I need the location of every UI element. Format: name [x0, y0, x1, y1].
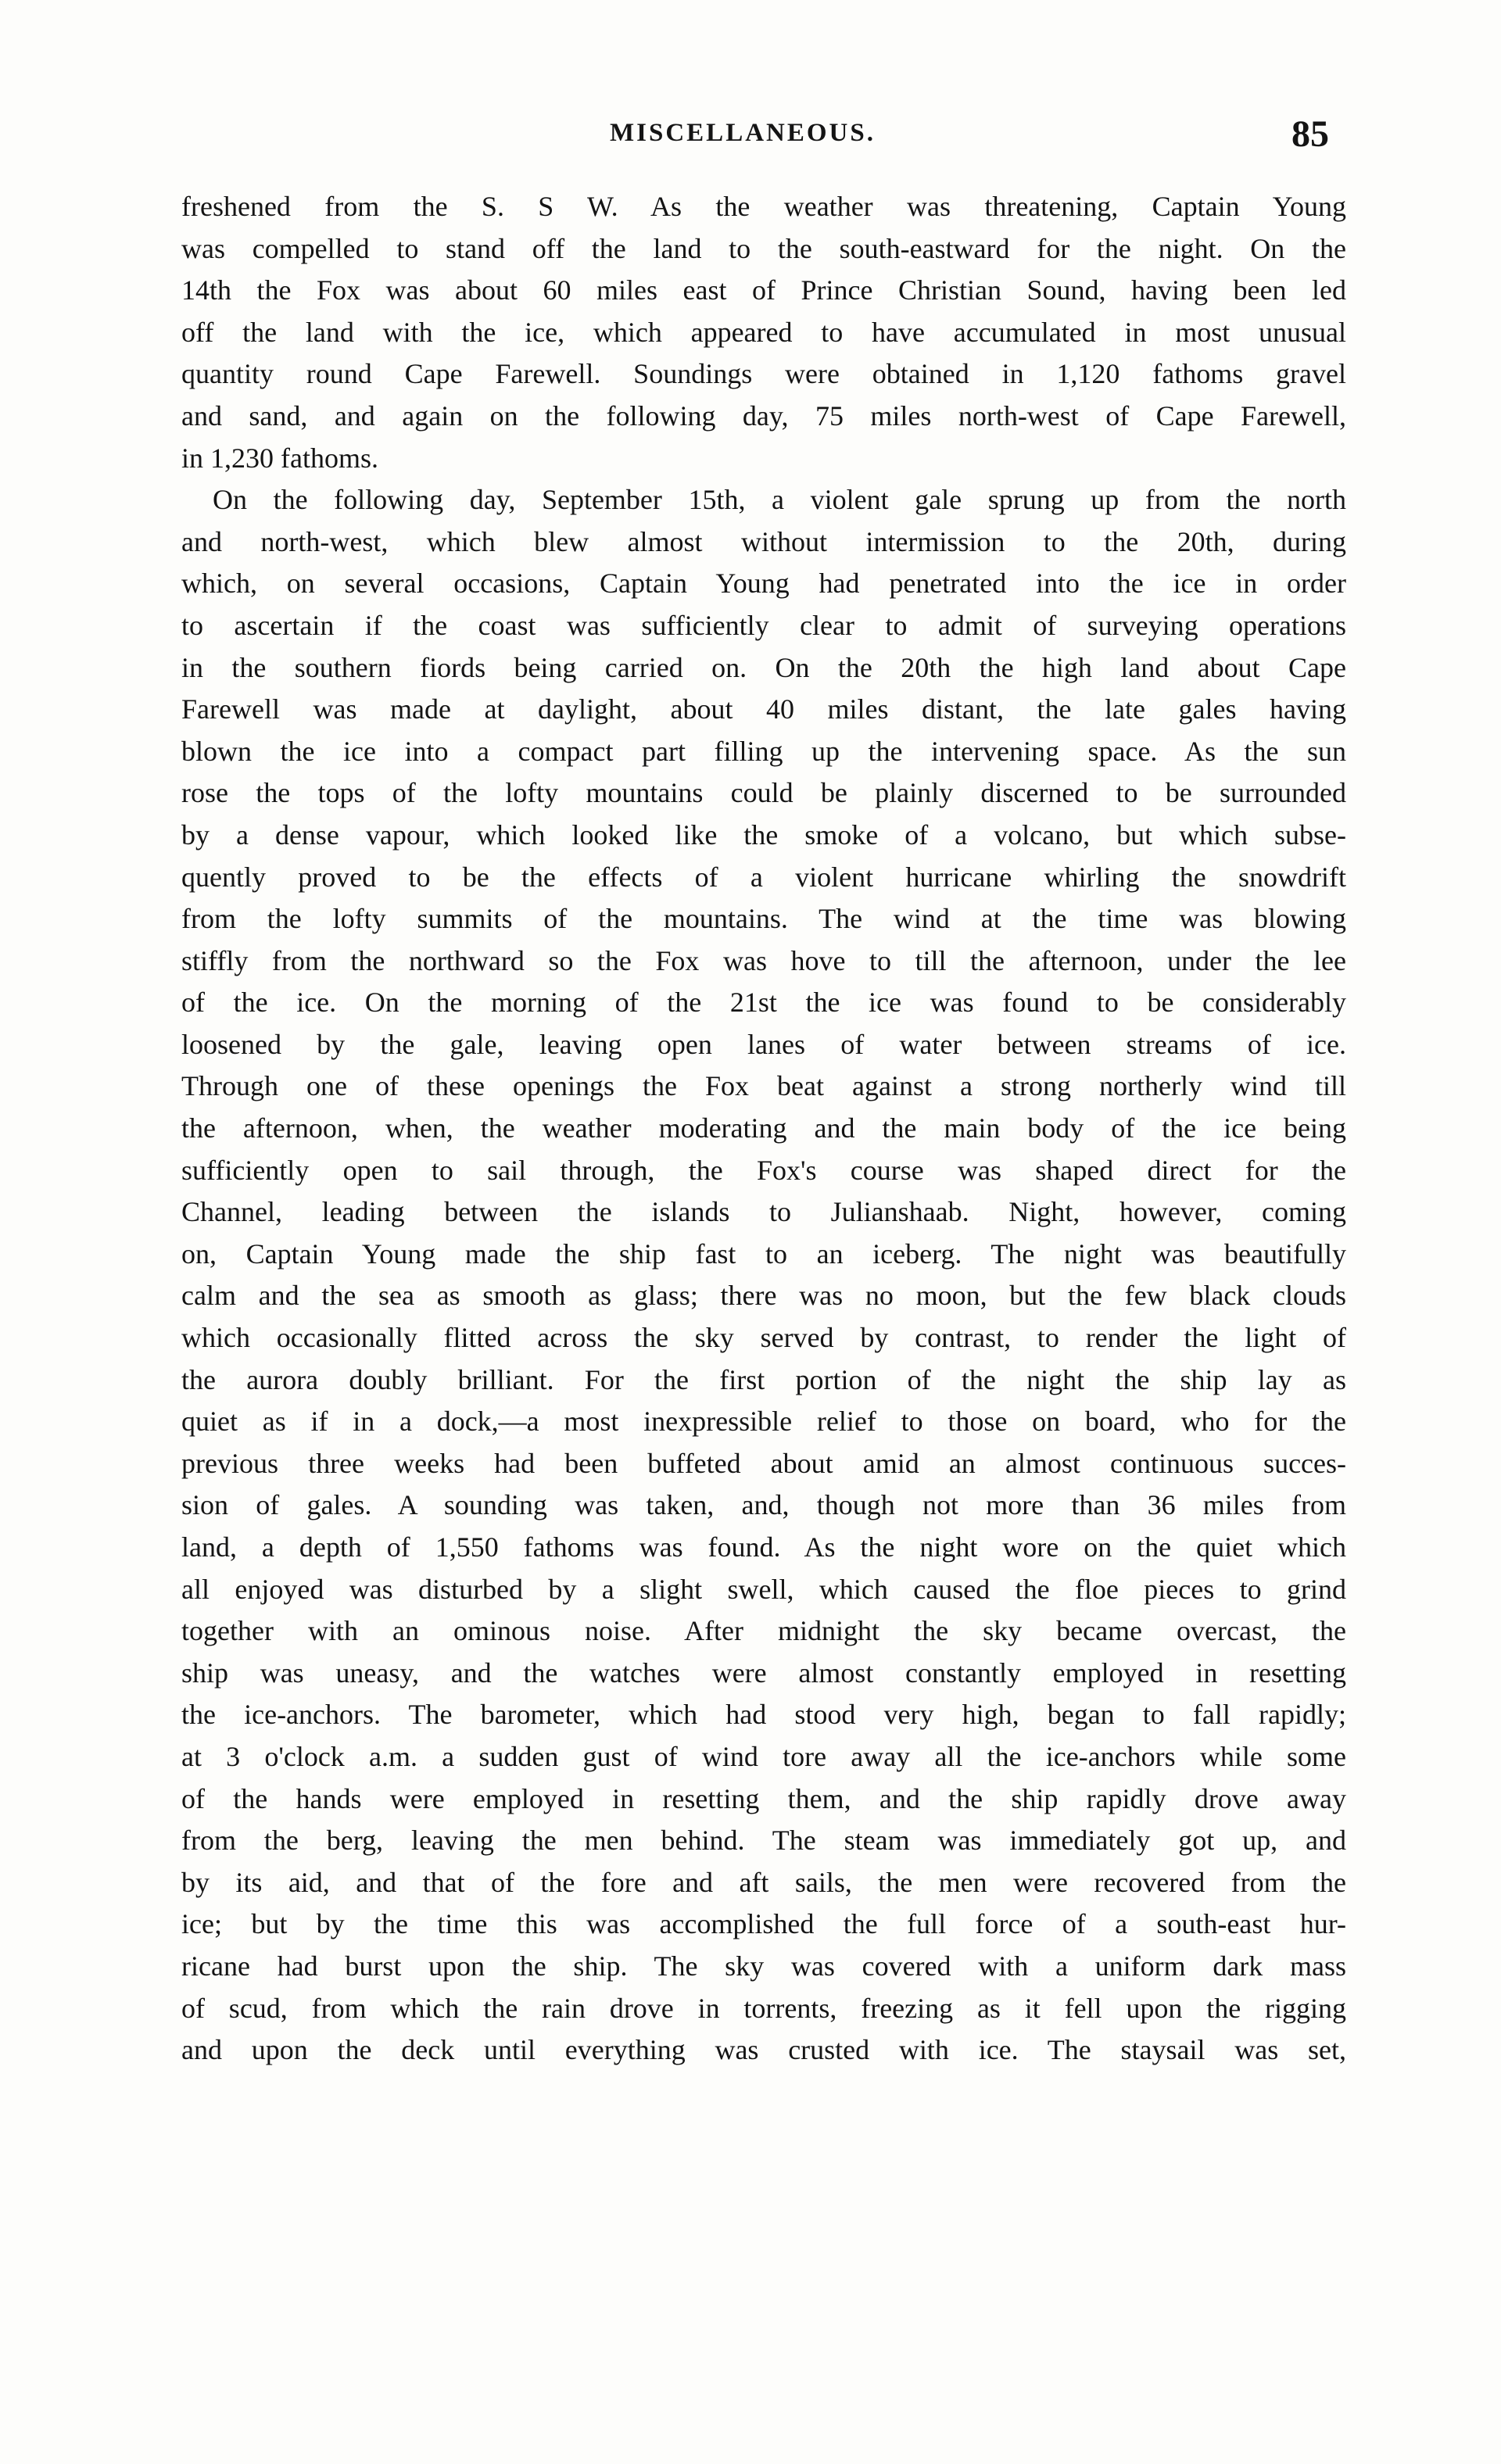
text-line: sion of gales. A sounding was taken, and, though not more than 36 miles from — [181, 1489, 1346, 1521]
text-line: the ice-anchors. The barometer, which had stood very high, began to fall rapidly; — [181, 1699, 1346, 1731]
text-line: of scud, from which the rain drove in torrents, freezing as it fell upon the rigging — [181, 1992, 1346, 2024]
text-line: in 1,230 fathoms. — [181, 442, 378, 474]
text-line: ricane had burst upon the ship. The sky was covered with a uniform dark mass — [181, 1950, 1346, 1982]
text-line: quiet as if in a dock,—a most inexpressible relief to those on board, who for the — [181, 1406, 1346, 1438]
text-line: of the ice. On the morning of the 21st the ice was found to be considerably — [181, 987, 1346, 1019]
text-line: land, a depth of 1,550 fathoms was found. As the night wore on the quiet which — [181, 1531, 1346, 1563]
text-line: on, Captain Young made the ship fast to an iceberg. The night was beautifully — [181, 1237, 1346, 1270]
text-line: loosened by the gale, leaving open lanes of water between streams of ice. — [181, 1028, 1346, 1060]
text-line: previous three weeks had been buffeted about amid an almost continuous succes- — [181, 1447, 1346, 1479]
text-line: was compelled to stand off the land to the south-eastward for the night. On the — [181, 232, 1346, 264]
text-line: 14th the Fox was about 60 miles east of Prince Christian Sound, having been led — [181, 274, 1346, 306]
text-line: calm and the sea as smooth as glass; there was no moon, but the few black clouds — [181, 1280, 1346, 1312]
text-line: sufficiently open to sail through, the Fox's course was shaped direct for the — [181, 1154, 1346, 1186]
text-line: and north-west, which blew almost without intermission to the 20th, during — [181, 525, 1346, 557]
text-line: by its aid, and that of the fore and aft sails, the men were recovered from the — [181, 1866, 1346, 1898]
text-line: Farewell was made at daylight, about 40 miles distant, the late gales having — [181, 693, 1346, 725]
text-line: stiffly from the northward so the Fox was hove to till the afternoon, under the lee — [181, 944, 1346, 976]
text-line: together with an ominous noise. After midnight the sky became overcast, the — [181, 1615, 1346, 1647]
text-line: by a dense vapour, which looked like the smoke of a volcano, but which subse- — [181, 818, 1346, 851]
text-line: ice; but by the time this was accomplished the full force of a south-east hur- — [181, 1908, 1346, 1940]
text-line: in the southern fiords being carried on. On the 20th the high land about Cape — [181, 651, 1346, 683]
text-line: which occasionally flitted across the sky served by contrast, to render the light of — [181, 1322, 1346, 1354]
text-line: and upon the deck until everything was crusted with ice. The staysail was set, — [181, 2034, 1346, 2066]
text-line: Through one of these openings the Fox beat against a strong northerly wind till — [181, 1070, 1346, 1102]
text-line: quantity round Cape Farewell. Soundings were obtained in 1,120 fathoms gravel — [181, 358, 1346, 390]
page-number: 85 — [1291, 113, 1329, 155]
text-line: at 3 o'clock a.m. a sudden gust of wind tore away all the ice-anchors while some — [181, 1740, 1346, 1772]
text-line: and sand, and again on the following day, 75 miles north-west of Cape Farewell, — [181, 399, 1346, 432]
paragraph-2 — [181, 479, 1346, 2072]
text-line: Channel, leading between the islands to Julianshaab. Night, however, coming — [181, 1196, 1346, 1228]
text-line: from the berg, leaving the men behind. The steam was immediately got up, and — [181, 1825, 1346, 1857]
text-line: rose the tops of the lofty mountains could be plainly discerned to be surrounded — [181, 777, 1346, 809]
text-line: which, on several occasions, Captain Young had penetrated into the ice in order — [181, 568, 1346, 600]
running-head — [156, 113, 1329, 166]
text-line: all enjoyed was disturbed by a slight swell, which caused the floe pieces to grind — [181, 1573, 1346, 1605]
text-line: blown the ice into a compact part filling up the intervening space. As the sun — [181, 735, 1346, 767]
running-title: MISCELLANEOUS. — [610, 119, 876, 147]
text-line: quently proved to be the effects of a violent hurricane whirling the snowdrift — [181, 861, 1346, 893]
paragraph-1 — [181, 186, 1346, 479]
text-line: off the land with the ice, which appeared to have accumulated in most unusual — [181, 316, 1346, 348]
body-text — [181, 186, 1346, 2072]
text-line: freshened from the S. S W. As the weather was threatening, Captain Young — [181, 191, 1346, 222]
text-line: the aurora doubly brilliant. For the first portion of the night the ship lay as — [181, 1363, 1346, 1395]
text-line: the afternoon, when, the weather moderating and the main body of the ice being — [181, 1112, 1346, 1144]
text-line: from the lofty summits of the mountains. The wind at the time was blowing — [181, 903, 1346, 935]
text-line: On the following day, September 15th, a violent gale sprung up from the north — [213, 484, 1346, 516]
text-line: ship was uneasy, and the watches were almost constantly employed in resetting — [181, 1656, 1346, 1689]
text-line: of the hands were employed in resetting them, and the ship rapidly drove away — [181, 1782, 1346, 1814]
text-line: to ascertain if the coast was sufficiently clear to admit of surveying operations — [181, 609, 1346, 641]
